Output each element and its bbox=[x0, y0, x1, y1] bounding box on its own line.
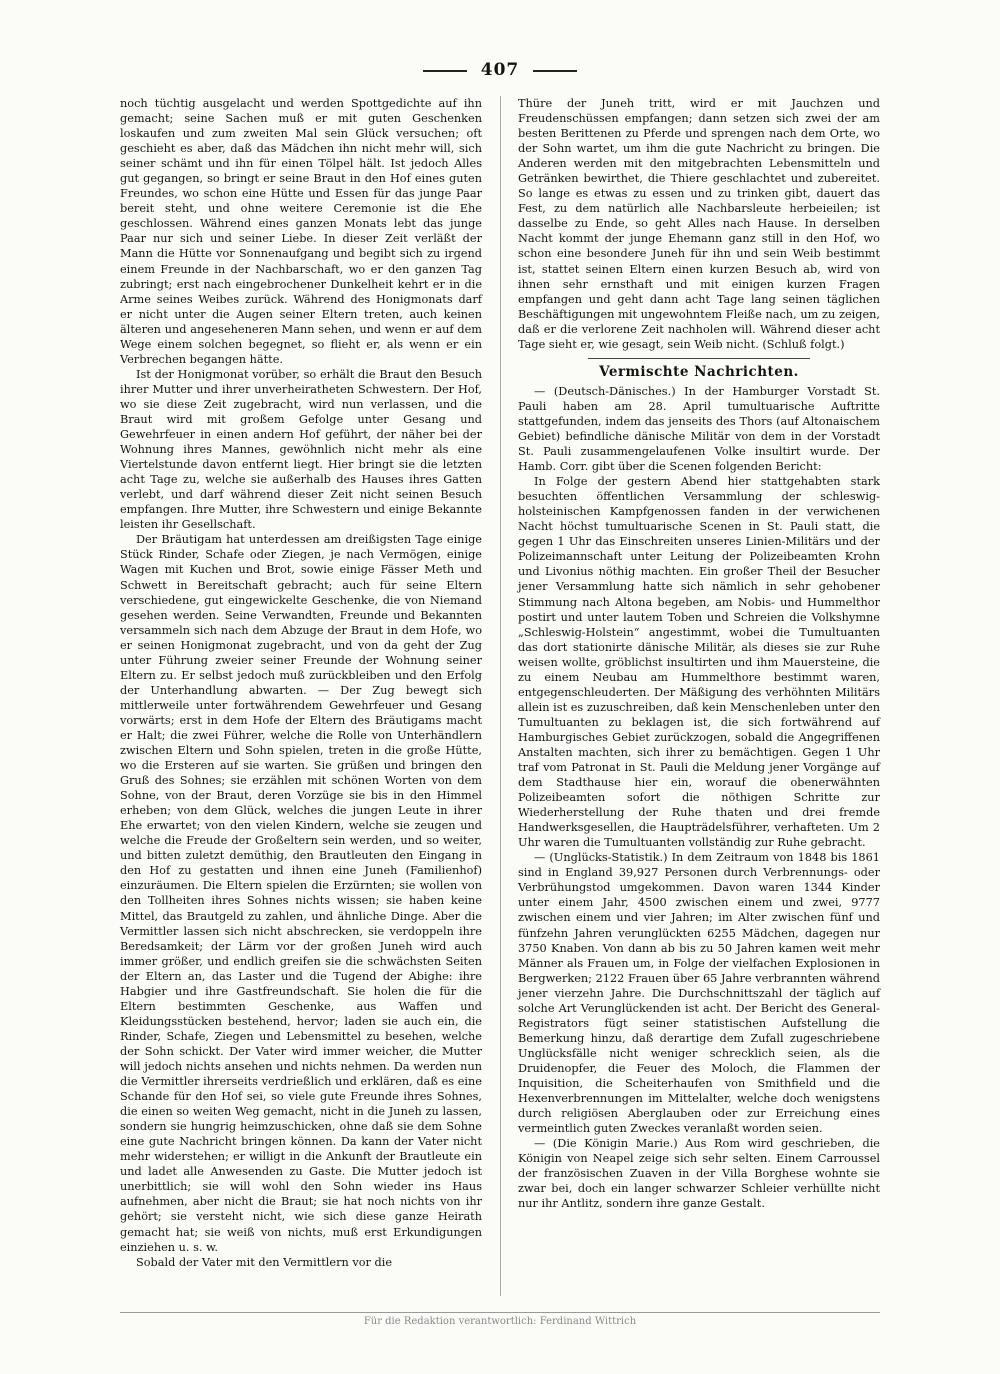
right-intro-paragraph: Thüre der Juneh tritt, wird er mit Jauchzen und Freudenschüssen empfangen; dann setzen sich zwei der am besten Berittenen zu Pferde und sprengen nach dem Orte, wo der Sohn wartet, um ihm die gute Nachricht zu bringen. Die Anderen werden mit den mitgebrachten Lebensmitteln und Getränken bewirthet, die Thiere geschlachtet und zubereitet. So lange es etwas zu essen und zu trinken gibt, dauert das Fest, zu dem natürlich alle Nachbarsleute herbeieilen; ist dasselbe zu Ende, so geht Alles nach Hause. In derselben Nacht kommt der junge Ehemann ganz still in den Hof, wo schon eine besondere Juneh für ihn und sein Weib bestimmt ist, stattet seinen Eltern einen kurzen Besuch ab, wird von ihnen sehr ernsthaft und mit einigen kurzen Fragen empfangen und geht dann acht Tage lang seinen täglichen Beschäftigungen mit ungewohntem Fleiße nach, um zu zeigen, daß er die verlorene Zeit nachholen will. Während dieser acht Tage sieht er, wie gesagt, sein Weib nicht. (Schluß folgt.) bbox=[518, 97, 880, 351]
page-number-rule-left bbox=[423, 70, 467, 72]
left-paragraph-4: Sobald der Vater mit den Vermittlern vor die bbox=[136, 1255, 393, 1269]
section-heading: Vermischte Nachrichten. bbox=[599, 363, 799, 380]
news-report-st-pauli: In Folge der gestern Abend hier stattgehabten stark besuchten öffentlichen Versammlung der schleswig-holsteinischen Kampfgenossen fanden in der verwichenen Nacht höchst tumultuarische Scenen in St. Pauli statt, die gegen 1 Uhr das Einschreiten unseres Linien-Militärs und der Polizeimannschaft unter Leitung der Polizeibeamten Krohn und Livonius nöthig machten. Ein großer Theil der Besucher jener Versammlung hatte sich nämlich in sehr gehobener Stimmung nach Altona begeben, am Nobis- und Hummelthor postirt und unter lautem Toben und Schreien die Volkshymne „Schleswig-Holstein“ angestimmt, wobei die Tumultuanten das dort stationirte dänische Militär, als dieses sie zur Ruhe weisen wollte, gröblichst insultirten und ihm Mauersteine, die zu einem Neubau am Hummelthore bestimmt waren, entgegenschleuderten. Der Mäßigung des verhöhnten Militärs allein ist es zuzuschreiben, daß kein Menschenleben unter den Tumultuanten zu beklagen ist, die sich fortwährend auf Hamburgisches Gebiet zurückzogen, sobald die Angegriffenen Anstalten machten, sich ihrer zu bemächtigen. Gegen 1 Uhr traf vom Patronat in St. Pauli die Meldung jener Vorgänge auf dem Stadthause hier ein, worauf die obenerwähnten Polizeibeamten sofort die nöthigen Schritte zur Wiederherstellung der Ruhe thaten und drei fremde Handwerksgesellen, die Haupträdelsführer, verhafteten. Um 2 Uhr waren die Tumultuanten vollständig zur Ruhe gebracht. bbox=[518, 475, 880, 850]
section-rule bbox=[588, 358, 810, 359]
page-number-text: 407 bbox=[480, 60, 520, 80]
left-column bbox=[120, 96, 482, 1270]
news-item-deutsch-daenisches: — (Deutsch-Dänisches.) In der Hamburger Vorstadt St. Pauli haben am 28. April tumultuarische Auftritte stattgefunden, indem das jenseits des Thors (auf Altonaischem Gebiet) befindliche dänische Militär von dem in der Vorstadt St. Pauli zusammengelaufenen Volke insultirt wurde. Der Hamb. Corr. gibt über die Scenen folgenden Bericht: bbox=[518, 384, 880, 474]
left-paragraph-3: Der Bräutigam hat unterdessen am dreißigsten Tage einige Stück Rinder, Schafe oder Ziegen, je nach Vermögen, einige Wagen mit Kuchen und Brot, sowie einige Fässer Meth und Schwett in Bereitschaft gebracht; auch für seine Eltern verschiedene, gut eingewickelte Geschenke, die von Niemand gesehen werden. Seine Verwandten, Freunde und Bekannten versammeln sich nach dem Abzuge der Braut in dem Hofe, wo er seinen Honigmonat zugebracht, und von da geht der Zug unter Führung zweier seiner Freunde der Wohnung seiner Eltern zu. Er selbst jedoch muß zurückbleiben und den Erfolg der Unterhandlung abwarten. — Der Zug bewegt sich mittlerweile unter fortwährendem Gewehrfeuer und Gesang vorwärts; erst in dem Hofe der Eltern des Bräutigams macht er Halt; die zwei Führer, welche die Rolle von Unterhändlern zwischen Eltern und Sohn spielen, treten in die große Hütte, wo die Ersteren auf sie warten. Sie grüßen und bringen den Gruß des Sohnes; sie erzählen mit schönen Worten von dem Sohne, von der Braut, deren Vorzüge sie bis in den Himmel erheben; von dem Glück, welches die jungen Leute in ihrer Ehe erwartet; von den vielen Kindern, welche sie zeugen und welche die Freude der Großeltern sein werden, und so weiter, und bitten zuletzt demüthig, den Brautleuten den Eingang in den Hof zu gestatten und ihnen eine Juneh (Familienhof) einzuräumen. Die Eltern spielen die Erzürnten; sie wollen von den Tollheiten ihres Sohnes nichts wissen; sie haben keine Mittel, das Brautgeld zu zahlen, und ähnliche Dinge. Aber die Vermittler lassen sich nicht abschrecken, sie verdoppeln ihre Beredsamkeit; der Lärm vor der großen Juneh wird auch immer größer, und endlich greifen sie die schwächsten Seiten der Eltern an, das Laster und die Tugend der Abighe: ihre Habgier und ihre Gastfreundschaft. Sie holen die für die Eltern bestimmten Geschenke, aus Waffen und Kleidungsstücken bestehend, hervor; laden sie auch ein, die Rinder, Schafe, Ziegen und Lebensmittel zu besehen, welche der Sohn schickt. Der Vater wird immer weicher, die Mutter will jedoch nichts ansehen und nichts nehmen. Da werden nun die Vermittler ihrerseits verdrießlich und erklären, daß es eine Schande für den Hof sei, so viele gute Freunde ihres Sohnes, die einen so weiten Weg gemacht, nicht in die Juneh zu lassen, sondern sie hungrig heimzuschicken, ohne daß sie dem Sohne eine gute Nachricht bringen können. Da kann der Vater nicht mehr widerstehen; er willigt in die Ankunft der Brautleute ein und ladet alle Anwesenden zu Gaste. Die Mutter jedoch ist unerbittlich; sie will wohl den Sohn wieder ins Haus aufnehmen, aber nicht die Braut; sie hat noch nichts von ihr gehört; sie versteht nicht, wie sich diese ganze Heirath gemacht hat; sie weiß von nichts, muß erst Erkundigungen einziehen u. s. w. bbox=[120, 533, 482, 1254]
left-paragraph-1: noch tüchtig ausgelacht und werden Spottgedichte auf ihn gemacht; seine Sachen muß er mit guten Geschenken loskaufen und zum zweiten Mal sein Glück versuchen; oft geschieht es aber, daß das Mädchen ihn nicht mehr will, sich seiner schämt und ihn für einen Tölpel hält. Ist jedoch Alles gut gegangen, so bringt er seine Braut in den Hof eines guten Freundes, wo schon eine Hütte und Essen für das junge Paar bereit steht, und ohne weitere Ceremonie ist die Ehe geschlossen. Während eines ganzen Monats lebt das junge Paar nur sich und seiner Liebe. In dieser Zeit verläßt der Mann die Hütte vor Sonnenaufgang und begibt sich zu irgend einem Freunde in der Nachbarschaft, wo er den ganzen Tag zubringt; erst nach eingebrochener Dunkelheit kehrt er in die Arme seines Weibes zurück. Während des Honigmonats darf er nicht unter die Augen seiner Eltern treten, auch keinen älteren und angeseheneren Mann sehen, und wenn er auf dem Wege einem solchen begegnet, so flieht er, als wenn er ein Verbrechen begangen hätte. bbox=[120, 97, 482, 366]
page-number bbox=[0, 60, 1000, 80]
news-item-koenigin-marie: — (Die Königin Marie.) Aus Rom wird geschrieben, die Königin von Neapel zeige sich sehr selten. Einem Carroussel der französischen Zuaven in der Villa Borghese wohnte sie zwar bei, doch ein langer schwarzer Schleier verhüllte nicht nur ihr Antlitz, sondern ihre ganze Gestalt. bbox=[518, 1137, 880, 1211]
page-number-rule-right bbox=[533, 70, 577, 72]
right-column bbox=[518, 96, 880, 1211]
column-divider bbox=[500, 96, 501, 1296]
left-paragraph-2: Ist der Honigmonat vorüber, so erhält die Braut den Besuch ihrer Mutter und ihrer unverheiratheten Schwestern. Der Hof, wo sie diese Zeit zugebracht, wird nun verlassen, und die Braut wird mit großem Gefolge unter Gesang und Gewehrfeuer in einen andern Hof geführt, der näher bei der Wohnung ihres Mannes, gewöhnlich nicht mehr als eine Viertelstunde davon entfernt liegt. Hier bringt sie die letzten acht Tage zu, welche sie außerhalb des Hauses ihres Gatten verlebt, und darf während dieser Zeit nicht seinen Besuch empfangen. Ihre Mutter, ihre Schwestern und einige Bekannte leisten ihr Gesellschaft. bbox=[120, 367, 482, 532]
news-item-ungluecks-statistik: — (Unglücks-Statistik.) In dem Zeitraum von 1848 bis 1861 sind in England 39,927 Personen durch Verbrennungs- oder Verbrühungstod umgekommen. Davon waren 1344 Kinder unter einem Jahr, 4500 zwischen einem und zwei, 9777 zwischen einem und vier Jahren; im Alter zwischen fünf und fünfzehn Jahren verunglückten 6255 Mädchen, dagegen nur 3750 Knaben. Von dann ab bis zu 50 Jahren kamen weit mehr Männer als Frauen um, in Folge der vielfachen Explosionen in Bergwerken; 2122 Frauen über 65 Jahre verbrannten während jener vierzehn Jahre. Die Durchschnittszahl der täglich auf solche Art Verunglückenden ist acht. Der Bericht des General-Registrators fügt seiner statistischen Aufstellung die Bemerkung hinzu, daß derartige dem Zufall zugeschriebene Unglücksfälle nicht weniger schrecklich seien, als die Druidenopfer, die Feuer des Moloch, die Flammen der Inquisition, die Scheiterhaufen von Smithfield und die Hexenverbrennungen im Mittelalter, welche doch wenigstens durch religiösen Aberglauben oder zur Erreichung eines vermeintlich guten Zweckes veranlaßt worden seien. bbox=[518, 851, 880, 1136]
footer-note: Für die Redaktion verantwortlich: Ferdinand Wittrich bbox=[120, 1312, 880, 1327]
